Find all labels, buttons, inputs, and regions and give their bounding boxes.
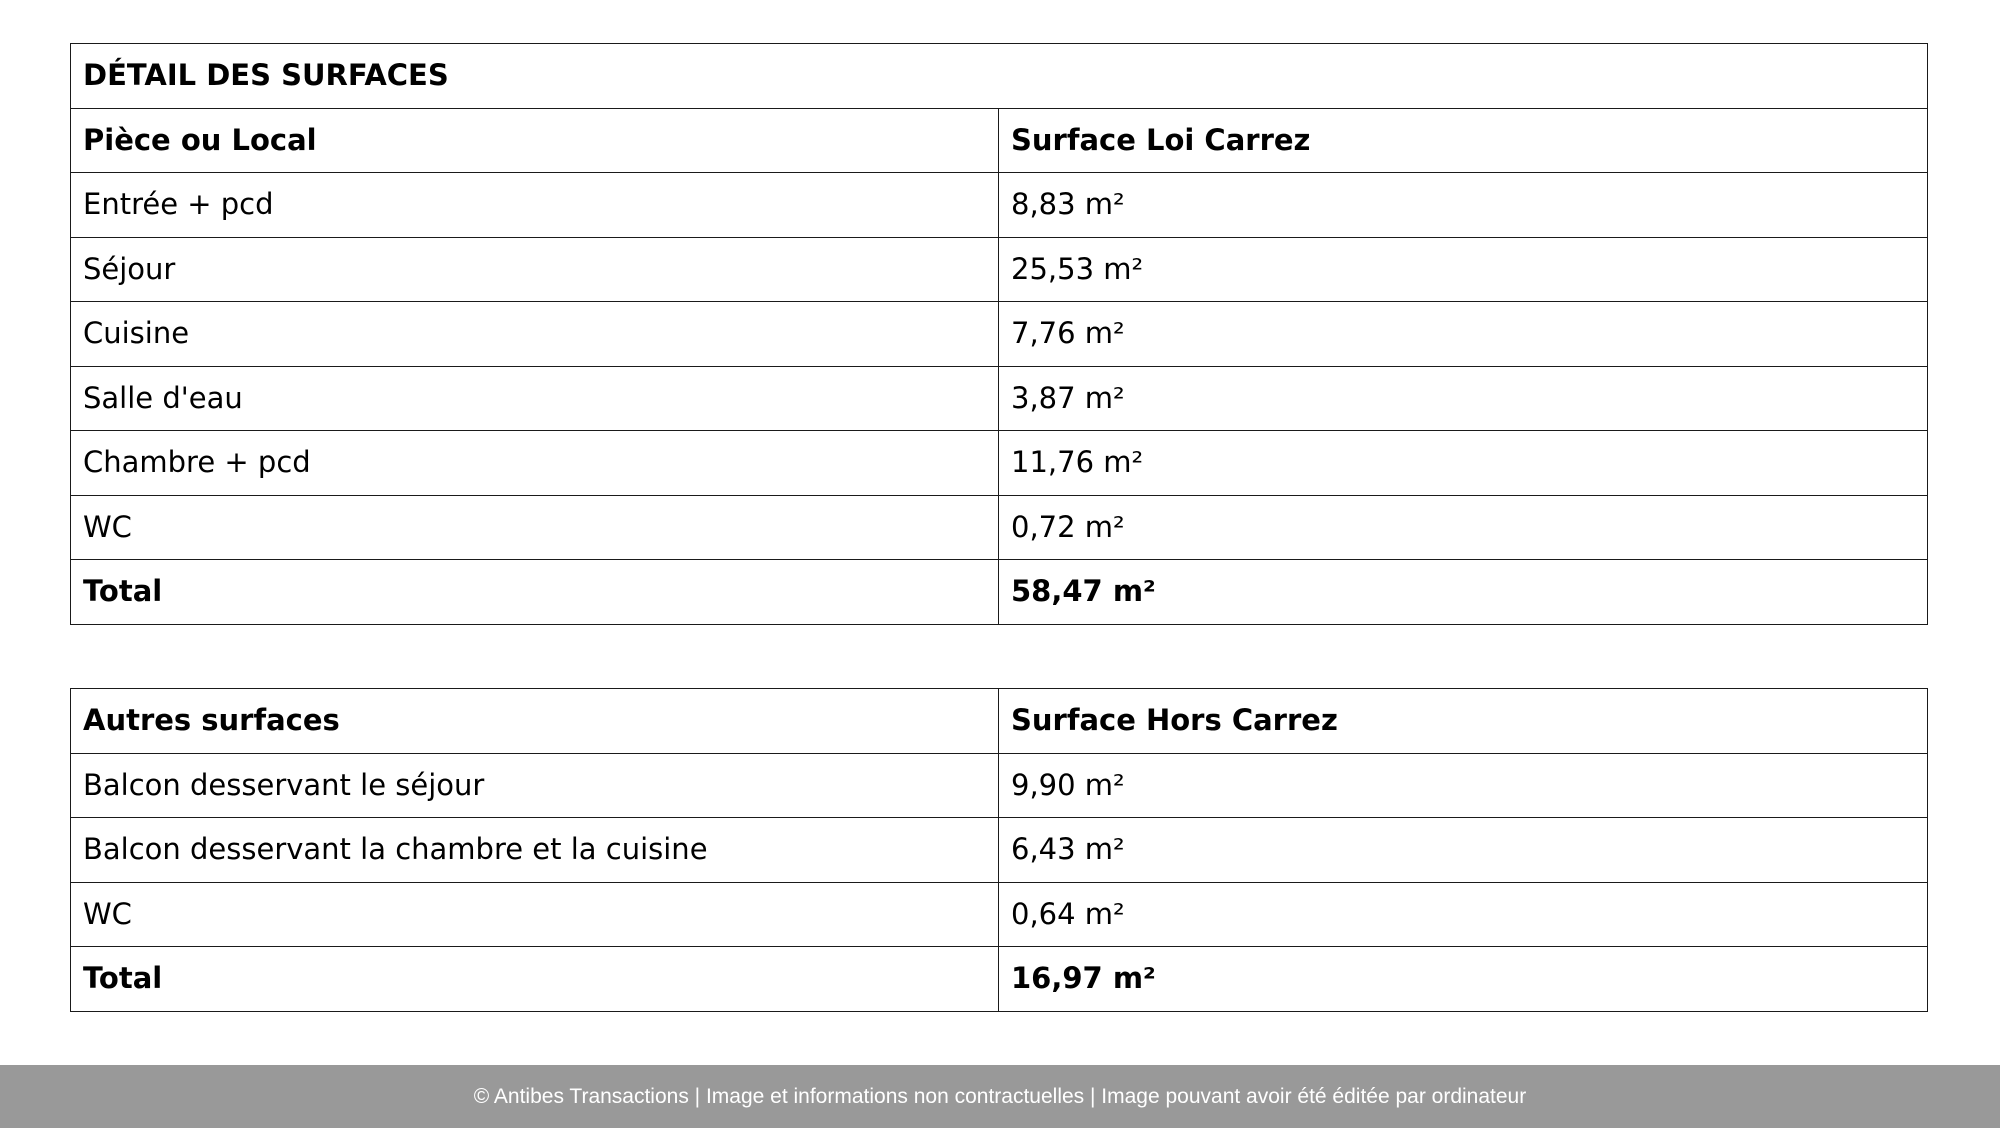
total-value: 16,97 m² — [999, 947, 1928, 1012]
table-row — [71, 237, 1928, 302]
room-cell: Balcon desservant la chambre et la cuisine — [71, 818, 999, 883]
table-row — [71, 431, 1928, 496]
surface-cell: 3,87 m² — [999, 366, 1928, 431]
room-cell: Entrée + pcd — [71, 173, 999, 238]
room-cell: Séjour — [71, 237, 999, 302]
room-cell: WC — [71, 882, 999, 947]
surface-cell: 8,83 m² — [999, 173, 1928, 238]
table-header-row — [71, 689, 1928, 754]
column-header-room: Pièce ou Local — [71, 108, 999, 173]
room-cell: WC — [71, 495, 999, 560]
surfaces-table — [70, 43, 1928, 625]
table-row — [71, 366, 1928, 431]
table-title-row — [71, 44, 1928, 109]
table-header-row — [71, 108, 1928, 173]
surface-cell: 0,64 m² — [999, 882, 1928, 947]
table-row — [71, 173, 1928, 238]
total-label: Total — [71, 947, 999, 1012]
surface-cell: 6,43 m² — [999, 818, 1928, 883]
column-header-other: Autres surfaces — [71, 689, 999, 754]
table-title: DÉTAIL DES SURFACES — [71, 44, 1928, 109]
room-cell: Chambre + pcd — [71, 431, 999, 496]
table-row — [71, 818, 1928, 883]
surface-cell: 25,53 m² — [999, 237, 1928, 302]
column-header-surface: Surface Hors Carrez — [999, 689, 1928, 754]
table-row — [71, 882, 1928, 947]
total-row — [71, 560, 1928, 625]
total-row — [71, 947, 1928, 1012]
surface-cell: 9,90 m² — [999, 753, 1928, 818]
total-value: 58,47 m² — [999, 560, 1928, 625]
surface-cell: 0,72 m² — [999, 495, 1928, 560]
surface-cell: 11,76 m² — [999, 431, 1928, 496]
room-cell: Salle d'eau — [71, 366, 999, 431]
copyright-footer: © Antibes Transactions | Image et informations non contractuelles | Image pouvant avoir été éditée par ordinateur — [0, 1065, 2000, 1128]
room-cell: Balcon desservant le séjour — [71, 753, 999, 818]
total-label: Total — [71, 560, 999, 625]
table-row — [71, 302, 1928, 367]
other-surfaces-table — [70, 688, 1928, 1012]
table-row — [71, 753, 1928, 818]
column-header-surface: Surface Loi Carrez — [999, 108, 1928, 173]
surface-cell: 7,76 m² — [999, 302, 1928, 367]
room-cell: Cuisine — [71, 302, 999, 367]
table-row — [71, 495, 1928, 560]
